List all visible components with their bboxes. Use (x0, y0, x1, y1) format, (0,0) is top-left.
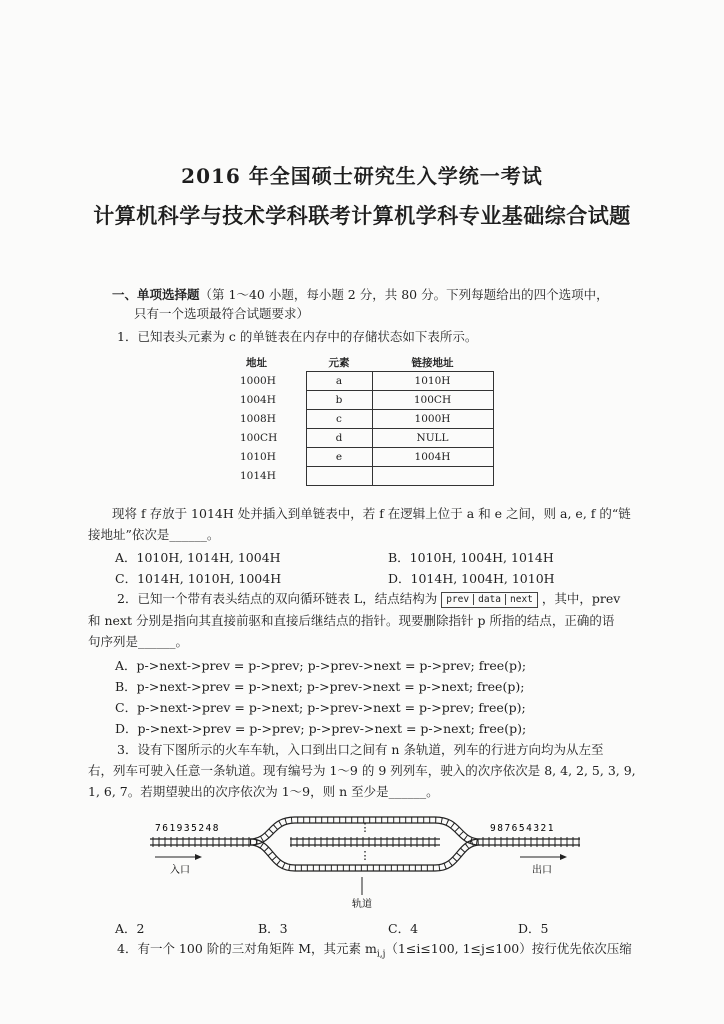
railway-diagram (150, 815, 580, 910)
entry-label: 入口 (170, 865, 190, 876)
node-structure (441, 592, 538, 608)
q2-line2: 和 next 分别是指向其直接前驱和直接后继结点的指针。现要删除指针 p 所指的结点，正确的语 (88, 613, 615, 628)
q1-option-d: D．1014H, 1004H, 1010H (388, 571, 555, 586)
q3-line2: 右，列车可驶入任意一条轨道。现有编号为 1～9 的 9 列列车，驶入的次序依次是 8, 4, 2, 5, 3, 9, (88, 763, 636, 778)
section-note: （第 1～40 小题，每小题 2 分，共 80 分。下列每题给出的四个选项中， (199, 287, 609, 302)
cell-address: 1014H (240, 470, 276, 482)
q1-follow-line2: 接地址”依次是______。 (88, 527, 220, 542)
cell-address: 1010H (240, 451, 276, 463)
q4-stem-text: 4．有一个 100 阶的三对角矩阵 M，其元素 m (117, 941, 377, 956)
q3-option-c: C．4 (388, 921, 419, 936)
col-header-address: 地址 (246, 356, 267, 369)
cell-element: b (306, 391, 372, 410)
exit-arrow (520, 854, 567, 860)
q2-stem-tail: ，其中，prev (541, 591, 621, 606)
cell-address: 1008H (240, 413, 276, 425)
col-header-link: 链接地址 (411, 356, 454, 369)
middle-track (290, 837, 440, 847)
track-label: 轨道 (352, 899, 372, 910)
node-field-next: next (505, 594, 533, 605)
exam-title: 2016 年全国硕士研究生入学统一考试 (181, 164, 543, 188)
q3-option-a: A．2 (115, 921, 145, 936)
cell-address: 1004H (240, 394, 276, 406)
q1-option-a: A．1010H, 1014H, 1004H (115, 550, 281, 565)
cell-address: 1000H (240, 375, 276, 387)
entry-track (150, 837, 250, 847)
table-row (228, 372, 493, 391)
exit-sequence: 987654321 (490, 823, 555, 834)
section-note-cont: 只有一个选项最符合试题要求） (134, 306, 310, 321)
col-header-element: 元素 (328, 356, 350, 369)
cell-element (306, 467, 372, 486)
cell-link: 1010H (372, 372, 493, 391)
table-row (228, 467, 493, 486)
q2-option-c: C．p->next->prev = p->next; p->prev->next = p->prev; free(p); (115, 700, 526, 715)
cell-link (372, 467, 493, 486)
q1-option-b: B．1010H, 1004H, 1014H (388, 550, 554, 565)
table-row (228, 448, 493, 467)
q4-stem (117, 940, 632, 964)
cell-element: c (306, 410, 372, 429)
q4-stem-rest: （1≤i≤100, 1≤j≤100）按行优先依次压缩 (385, 941, 632, 956)
q2-line3: 句序列是______。 (88, 634, 189, 649)
track-dots-lower: ⋮ (359, 849, 371, 862)
q3-line1: 3．设有下图所示的火车车轨，入口到出口之间有 n 条轨道，列车的行进方向均为从左至 (117, 742, 604, 757)
node-field-data: data (473, 594, 501, 605)
exit-label: 出口 (532, 865, 552, 876)
q3-option-b: B．3 (258, 921, 288, 936)
q1-stem: 1．已知表头元素为 c 的单链表在内存中的存储状态如下表所示。 (117, 329, 478, 344)
cell-link: 100CH (372, 391, 493, 410)
cell-element: a (306, 372, 372, 391)
cell-link: NULL (372, 429, 493, 448)
cell-element: e (306, 448, 372, 467)
section-heading (112, 286, 609, 304)
cell-link: 1000H (372, 410, 493, 429)
entry-sequence: 761935248 (155, 823, 220, 834)
table-row (228, 429, 493, 448)
q1-option-c: C．1014H, 1010H, 1004H (115, 571, 282, 586)
q1-follow-line1: 现将 f 存放于 1014H 处并插入到单链表中，若 f 在逻辑上位于 a 和 e 之间，则 a, e, f 的“链 (112, 506, 631, 521)
q2-option-a: A．p->next->prev = p->prev; p->prev->next = p->prev; free(p); (115, 658, 527, 673)
cell-address: 100CH (240, 432, 278, 444)
q2-option-d: D．p->next->prev = p->prev; p->prev->next = p->next; free(p); (115, 721, 527, 736)
track-dots-upper: ⋮ (359, 821, 371, 834)
q3-option-d: D．5 (518, 921, 549, 936)
memory-table (228, 353, 494, 486)
entry-arrow (155, 854, 202, 860)
q4-subscript: i,j (376, 949, 386, 960)
node-field-prev: prev (446, 593, 470, 605)
table-row (228, 391, 493, 410)
table-header-row (228, 353, 493, 372)
q2-stem-text: 2．已知一个带有表头结点的双向循环链表 L，结点结构为 (117, 591, 438, 606)
q2-stem (117, 590, 620, 608)
table-row (228, 410, 493, 429)
cell-element: d (306, 429, 372, 448)
q3-line3: 1, 6, 7。若期望驶出的次序依次为 1～9，则 n 至少是______。 (88, 784, 439, 799)
section-title: 一、单项选择题 (112, 287, 200, 302)
exam-subtitle: 计算机科学与技术学科联考计算机学科专业基础综合试题 (93, 203, 631, 228)
cell-link: 1004H (372, 448, 493, 467)
q2-option-b: B．p->next->prev = p->next; p->prev->next = p->next; free(p); (115, 679, 525, 694)
exit-track (480, 837, 580, 847)
